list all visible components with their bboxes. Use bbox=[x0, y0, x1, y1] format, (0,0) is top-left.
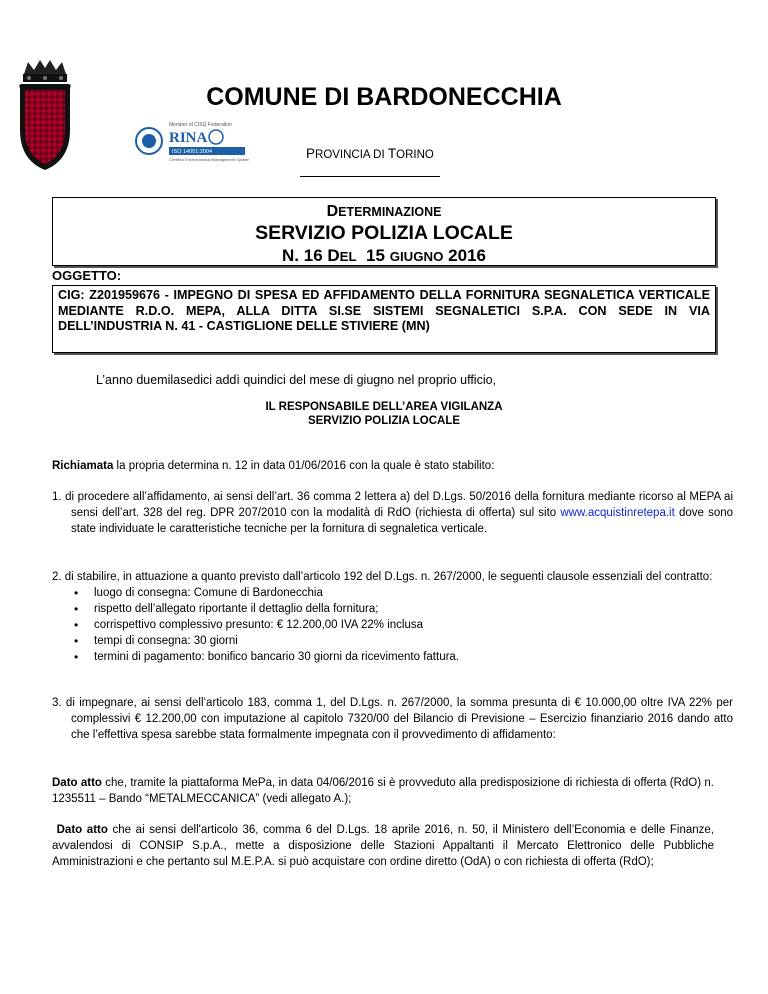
rina-note-text: Certified Environmental Management System bbox=[169, 157, 249, 162]
province-underline bbox=[300, 176, 440, 177]
determina-type: DETERMINAZIONE bbox=[326, 203, 442, 220]
list-item-2 bbox=[52, 569, 714, 665]
responsabile-line2: SERVIZIO POLIZIA LOCALE bbox=[307, 415, 461, 427]
rina-name-text: RINA bbox=[169, 130, 208, 146]
province-label: PROVINCIA DI TORINO bbox=[306, 146, 434, 161]
rina-member-text: Member of CISQ Federation bbox=[169, 122, 232, 128]
oggetto-box: CIG: Z201959676 - IMPEGNO DI SPESA ED AFFIDAMENTO DELLA FORNITURA SEGNALETICA VERTICALE MEDIANTE R.D.O. MEPA, ALLA DITTA SI.SE SISTEMI SEGNALETICI S.P.A. CON SEDE IN VIA DELL’INDUSTRIA N. 41 - CASTIGLIONE DELLE STIVIERE (MN) bbox=[52, 285, 716, 353]
clausole-list bbox=[52, 585, 714, 665]
list-item-2-text: 2. di stabilire, in attuazione a quanto previsto dall’articolo 192 del D.Lgs. n. 267/2000, le seguenti clausole essenziali del contratto: bbox=[52, 571, 713, 583]
dato-atto-paragraph-2: Dato atto che ai sensi dell'articolo 36, comma 6 del D.Lgs. 18 aprile 2016, n. 50, il Ministero dell’Economia e delle Finanze, avvalendosi di CONSIP S.p.A., mette a disposizione delle Stazioni Appaltanti il Mercato Elettronico delle Pubbliche Amministrazioni e che pertanto sul M.E.P.A. si può acquistare con ordine diretto (OdA) o con richiesta di offerta (RdO); bbox=[52, 824, 714, 868]
list-item-1: 1. di procedere all’affidamento, ai sensi dell’art. 36 comma 2 lettera a) del D.Lgs. 50/2016 della fornitura mediante ricorso al MEPA ai sensi dell’art. 328 del reg. DPR 207/2010 con la modalità di RdO (richiesta di offerta) sul sito www.acquistinretepa.it dove sono state individuate le caratteristiche tecniche per la fornitura di segnaletica verticale. bbox=[52, 491, 734, 535]
dato-atto-paragraph-1: Dato atto che, tramite la piattaforma MePa, in data 04/06/2016 si è provveduto alla predisposizione di richiesta di offerta (RdO) n. 1235511 – Bando “METALMECCANICA” (vedi allegato A.); bbox=[52, 777, 714, 805]
bullet-item: • rispetto dell’allegato riportante il dettaglio della fornitura; bbox=[52, 601, 714, 617]
bullet-item: • luogo di consegna: Comune di Bardonecchia bbox=[52, 585, 714, 601]
determina-header-box bbox=[52, 197, 716, 266]
determina-service: SERVIZIO POLIZIA LOCALE bbox=[255, 222, 513, 244]
rina-standard-text: ISO 14001:2004 bbox=[172, 149, 213, 155]
determina-number-date: N. 16 DEL 15 GIUGNO 2016 bbox=[282, 246, 486, 265]
acquistinretepa-link[interactable]: www.acquistinretepa.it bbox=[560, 507, 675, 519]
responsabile-line1: IL RESPONSABILE DELL’AREA VIGILANZA bbox=[265, 401, 503, 413]
bullet-item: • corrispettivo complessivo presunto: € 12.200,00 IVA 22% inclusa bbox=[52, 617, 714, 633]
richiamata-paragraph: Richiamata la propria determina n. 12 in data 01/06/2016 con la quale è stato stabilito: bbox=[52, 460, 495, 472]
bullet-item: • termini di pagamento: bonifico bancario 30 giorni da ricevimento fattura. bbox=[52, 649, 714, 665]
page-title: COMUNE DI BARDONECCHIA bbox=[206, 83, 562, 111]
list-item-3: 3. di impegnare, ai sensi dell’articolo 183, comma 1, del D.Lgs. n. 267/2000, la somma presunta di € 10.000,00 oltre IVA 22% per complessivi € 12.200,00 con imputazione al capitolo 7320/00 del Bilancio di Previsione – Esercizio finanziario 2016 dando atto che l’effettiva spesa sarebbe stata formalmente impegnata con il provvedimento di affidamento: bbox=[52, 697, 733, 741]
bullet-item: • tempi di consegna: 30 giorni bbox=[52, 633, 714, 649]
responsabile-heading bbox=[0, 400, 768, 428]
rina-certification-logo bbox=[135, 118, 249, 164]
intro-text: L’anno duemilasedici addì quindici del mese di giugno nel proprio ufficio, bbox=[96, 373, 497, 387]
oggetto-label: OGGETTO: bbox=[52, 268, 122, 283]
coat-of-arms-logo bbox=[18, 60, 72, 172]
